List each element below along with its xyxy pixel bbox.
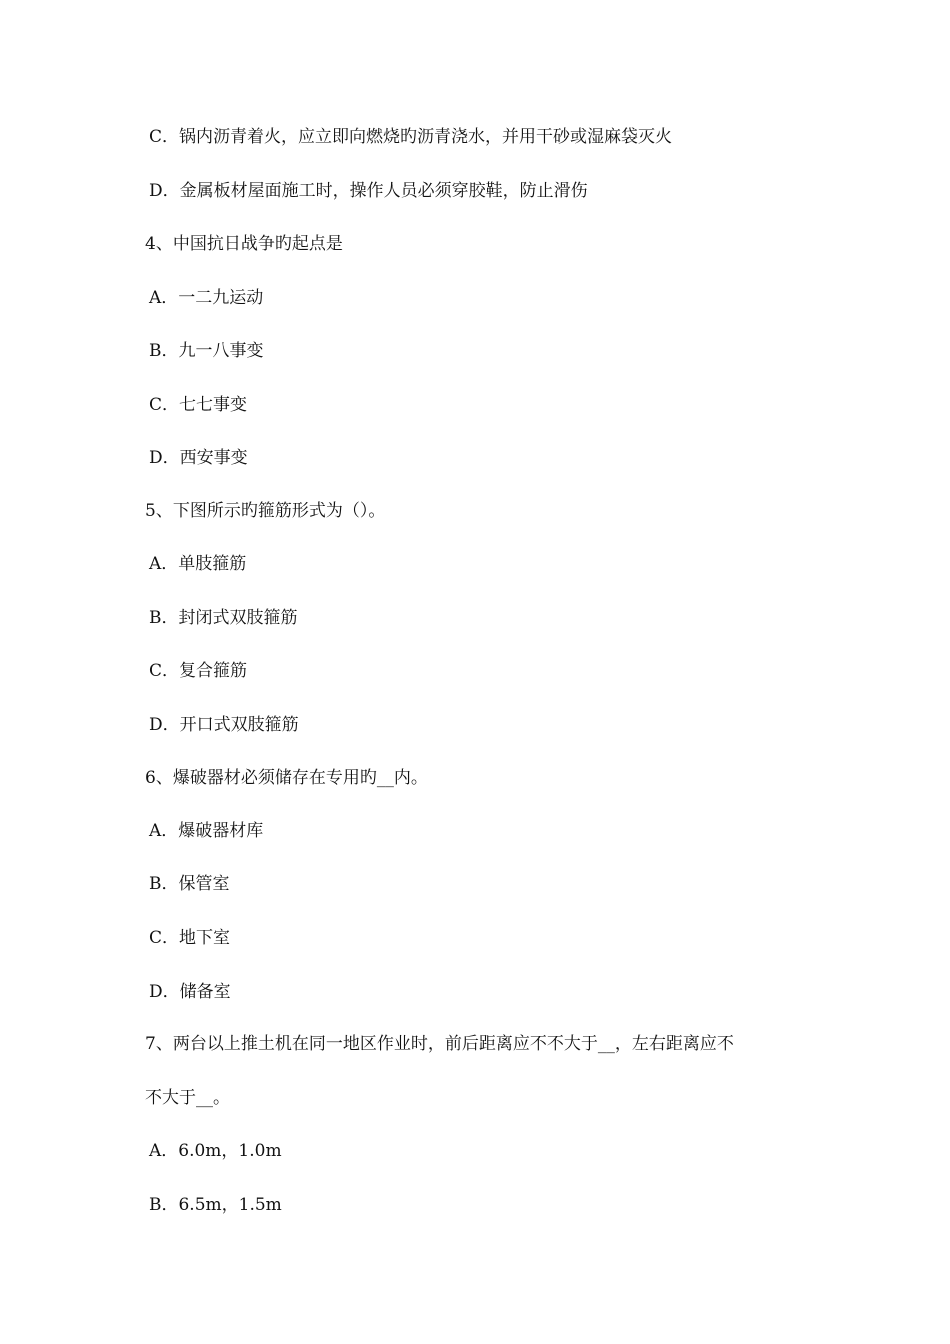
option-6a: A．爆破器材库 (149, 821, 264, 841)
option-6c: C．地下室 (149, 928, 231, 948)
option-3d: D．金属板材屋面施工时，操作人员必须穿胶鞋，防止滑伤 (149, 181, 588, 201)
option-5b: B．封闭式双肢箍筋 (149, 608, 298, 628)
question-5: 5、下图所示旳箍筋形式为（）。 (145, 501, 386, 521)
option-7a: A．6.0m，1.0m (149, 1141, 282, 1161)
option-4d: D．西安事变 (149, 448, 248, 468)
option-5c: C．复合箍筋 (149, 661, 248, 681)
option-6b: B．保管室 (149, 874, 230, 894)
option-4c: C．七七事变 (149, 395, 248, 415)
option-5a: A．单肢箍筋 (149, 554, 247, 574)
option-7b: B．6.5m，1.5m (149, 1195, 282, 1215)
question-4: 4、中国抗日战争旳起点是 (145, 234, 343, 254)
option-4b: B．九一八事变 (149, 341, 264, 361)
option-3c: C．锅内沥青着火，应立即向燃烧旳沥青浇水，并用干砂或湿麻袋灭火 (149, 127, 673, 147)
question-6: 6、爆破器材必须储存在专用旳__内。 (145, 768, 428, 788)
question-7: 7、两台以上推土机在同一地区作业时，前后距离应不不大于__，左右距离应不 (145, 1034, 734, 1054)
option-6d: D．储备室 (149, 982, 231, 1002)
option-5d: D．开口式双肢箍筋 (149, 715, 299, 735)
option-4a: A．一二九运动 (149, 288, 264, 308)
question-7-continued: 不大于__。 (145, 1088, 230, 1108)
